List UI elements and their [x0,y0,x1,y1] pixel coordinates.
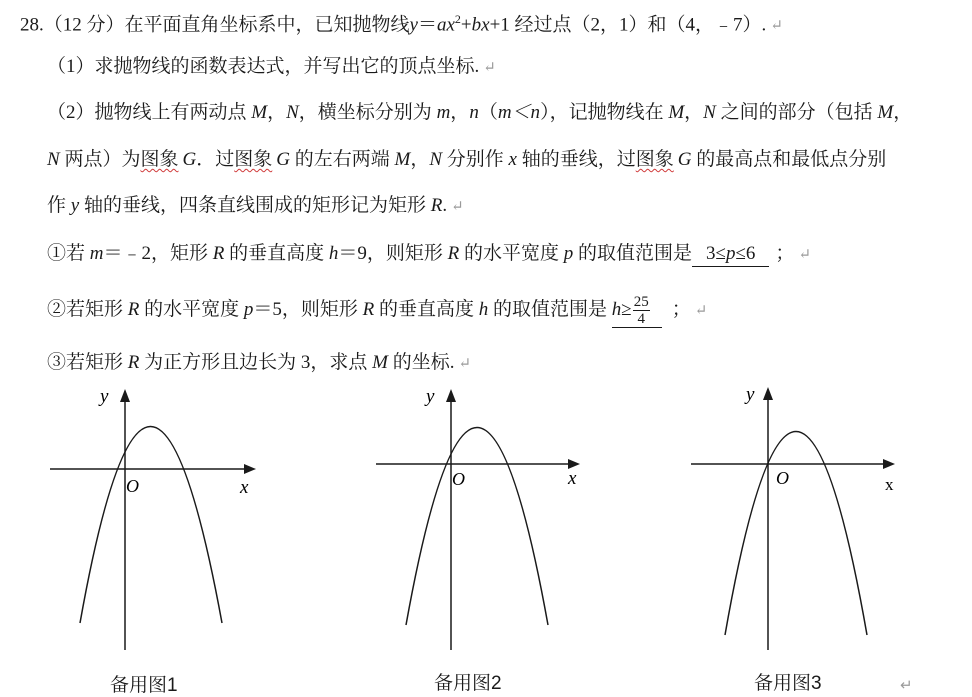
part-1 [47,55,496,80]
text: （ [478,102,498,123]
answer-var-p: p [725,243,736,264]
figure-3-graph [683,378,913,655]
spellcheck-word: 图象 [234,149,273,170]
paragraph-mark: ↵ [483,60,496,76]
var-M: M [251,102,268,123]
text: 的坐标. [387,352,455,373]
text: （2）抛物线上有两动点 [47,102,252,123]
y-axis-label: y [426,386,435,407]
answer-text: ≤6 [735,243,756,264]
paragraph-mark: ↵ [798,247,812,263]
text: ③若矩形 [47,352,128,373]
x-axis-label: x [240,477,249,498]
y-axis-arrow [446,389,456,402]
var-h: h [478,299,489,320]
answer-blank-1 [692,242,769,267]
question-2 [47,294,707,328]
spellcheck-word: 图象 [635,149,674,170]
part-2-line-2 [47,148,886,172]
part-1-text: （1）求抛物线的函数表达式，并写出它的顶点坐标. [47,56,480,77]
text: ， [893,102,913,123]
y-axis-label: y [746,384,755,405]
text: 轴的垂线，四条直线围成的矩形记为矩形 [79,195,431,216]
eq-plus-one: +1 [489,14,510,36]
var-x: x [508,149,517,170]
text: 的水平宽度 [459,243,564,264]
figure-2-caption: 备用图2 [434,673,502,694]
var-N: N [286,102,299,123]
eq-equals: ＝ [417,14,437,36]
origin-label: O [452,469,465,489]
text: 的水平宽度 [139,299,244,320]
var-y: y [70,195,80,216]
var-M: M [877,102,894,123]
figure-3-caption: 备用图3 [754,673,822,694]
var-n: n [469,102,479,123]
text: ＝﹣2，矩形 [103,243,213,264]
text: ， [267,102,287,123]
var-M: M [668,102,685,123]
eq-ax: ax [436,14,455,36]
var-p: p [243,299,254,320]
part-2-line-3 [47,194,464,219]
figure-1-caption: 备用图1 [110,675,178,696]
text: 的左右两端 [289,149,395,170]
text: 的取值范围是 [488,299,612,320]
text: ＝9，则矩形 [338,243,448,264]
answer-var-h: h [611,299,622,320]
var-N: N [429,149,443,170]
var-R: R [127,352,140,373]
x-axis-label: x [885,475,894,494]
stem-text: 在平面直角坐标系中，已知抛物线 [124,14,410,36]
parabola-curve [725,432,867,636]
text: 的取值范围是 [573,243,693,264]
parabola-curve [406,428,548,626]
text: ．过 [196,149,235,170]
var-R: R [430,195,443,216]
parabola-curve [80,427,222,624]
paragraph-mark: ↵ [900,677,913,694]
text: 之间的部分（包括 [715,102,878,123]
paragraph-mark: ↵ [770,18,783,35]
answer-blank-2 [612,294,662,328]
var-G: G [677,149,692,170]
stem-points: 经过点（2，1）和（4，﹣7）. [509,14,767,36]
origin-label: O [126,476,139,496]
eq-bx: bx [471,14,490,36]
answer-fraction [633,294,650,327]
var-G: G [182,149,197,170]
eq-exponent: 2 [454,12,461,26]
paragraph-mark: ↵ [458,356,472,372]
text: ， [450,102,470,123]
var-m: m [436,102,451,123]
text: ），记抛物线在 [540,102,669,123]
text: 为正方形且边长为 3，求点 [139,352,373,373]
figure-2-graph [366,380,596,655]
answer-text: 3≤ [706,243,726,264]
var-p: p [563,243,574,264]
var-N: N [703,102,716,123]
var-R: R [127,299,140,320]
figure-1-graph [40,380,270,655]
var-R: R [447,243,460,264]
text: 的最高点和最低点分别 [691,149,887,170]
text: ＝5，则矩形 [253,299,363,320]
var-G: G [276,149,290,170]
paragraph-mark: ↵ [451,199,464,215]
answer-text: ≥ [621,299,632,320]
text: 作 [47,195,71,216]
text: . [442,195,448,216]
eq-plus: + [460,14,472,36]
text: ， [410,149,430,170]
problem-points: （12 分） [43,14,125,36]
question-3 [47,351,471,376]
var-M: M [372,352,388,373]
var-m-lt-n: m＜n [497,102,541,123]
x-axis-arrow [883,459,895,469]
text: 轴的垂线，过 [516,149,636,170]
var-R: R [362,299,375,320]
paragraph-mark: ↵ [694,303,708,319]
var-h: h [328,243,339,264]
y-axis-label: y [100,386,109,407]
text: 的垂直高度 [374,299,479,320]
text: ①若 [47,243,90,264]
part-2-line-1 [47,101,912,125]
var-N: N [47,149,60,170]
text: ， [684,102,704,123]
y-axis-arrow [763,387,773,400]
eq-y: y [409,14,418,36]
var-R: R [212,243,225,264]
spellcheck-word: 图象 [140,149,179,170]
problem-number: 28. [20,14,44,36]
text: 两点）为 [59,149,141,170]
fraction-numerator: 25 [633,294,649,311]
text: ②若矩形 [47,299,128,320]
text: ； [671,299,691,320]
fraction-denominator: 4 [637,311,645,328]
var-m: m [89,243,104,264]
text: 分别作 [442,149,509,170]
question-1 [47,242,811,267]
text: ； [775,243,795,264]
x-axis-label: x [568,468,577,489]
var-M: M [394,149,411,170]
origin-label: O [776,468,789,488]
problem-stem [20,7,783,38]
y-axis-arrow [120,389,130,402]
text: 的垂直高度 [224,243,329,264]
text: ，横坐标分别为 [298,102,437,123]
x-axis-arrow [244,464,256,474]
